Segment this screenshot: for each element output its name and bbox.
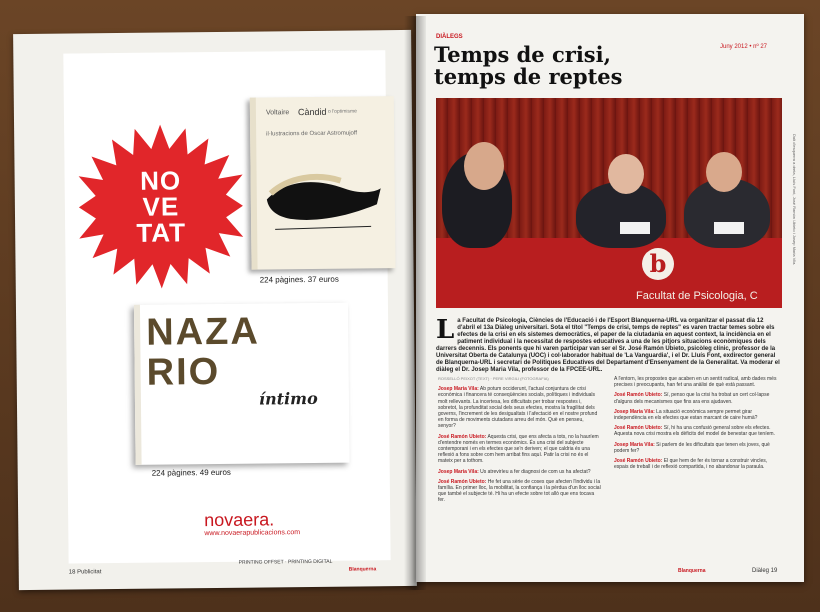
book1-illustrator: il·lustracions de Oscar Astromujoff: [266, 130, 358, 138]
article-intro: [436, 315, 782, 374]
person-left-head: [464, 142, 504, 190]
novaera-logo: novaera.: [204, 509, 275, 531]
paragraph: [614, 425, 782, 437]
name-card-right: [714, 222, 744, 234]
right-page-footer: Diàleg 19: [752, 568, 778, 574]
paragraph-text: La situació econòmica sempre permet girar independència en els efectes que estan marcant de caire humà?: [614, 408, 758, 422]
paragraph-text: He fet una sèrie de coses que afecten l'individu i la família. En primer lloc, la mobilitat, la confiança i la pèrdua d'un lloc social que també el subjecte té. Hi ha un efecte sobre tot allò que ens tocava fer.: [438, 478, 601, 504]
speaker: José Ramón Ubieto:: [438, 433, 487, 440]
drop-cap: L: [436, 315, 455, 345]
paragraph: [438, 434, 602, 465]
left-magazine-page: [13, 30, 417, 590]
paragraph-text: Si parlem de les dificultats que tenen els joves, què podem fer?: [614, 441, 770, 454]
paragraph-text: Us atreviríeu a fer diagnosi de com us ha afectat?: [480, 468, 591, 475]
speaker: Josep Maria Vila:: [438, 386, 479, 393]
burst-label: [78, 124, 244, 290]
paragraph: [438, 386, 602, 429]
speaker: José Ramón Ubieto:: [614, 458, 663, 465]
book1-author: Voltaire: [265, 109, 290, 117]
burst-line-2: VE: [142, 191, 180, 222]
paragraph-text: A l'entorn, les propostes que acaben en un sentit radical, amb dades més precises i preocupants, han fet una anàlisi de què està passant.: [614, 376, 777, 389]
left-page-footer: 18 Publicitat: [68, 569, 102, 576]
book2-price: 224 pàgines. 49 euros: [151, 467, 231, 478]
book-cover-nazario: [134, 303, 350, 465]
right-footer-magazine: Blanquerna: [678, 568, 706, 574]
speaker: José Ramón Ubieto:: [614, 425, 663, 432]
nazario-subtitle: íntimo: [258, 388, 318, 409]
issue-label: Juny 2012 • nº 27: [720, 44, 767, 50]
photo-caption-vertical: Dalt d'esquerra a dreta, Lluís Font, José Ramón Ubieto i Josep Maria Vila.: [792, 134, 797, 266]
book-cover-candid: [250, 96, 396, 269]
section-tag: DIÀLEGS: [436, 34, 463, 40]
person-right-head: [706, 152, 742, 192]
paragraph: [614, 409, 782, 421]
paragraph-text: Sí, penso que la crisi ha trobat un cert col·lapse d'alguns dels mecanismes que fins ara ens ajudaven.: [614, 392, 770, 405]
paragraph-text: El que hem de fer és tornar a construir vincles, espais de treball i de reflexió compartida, i no abandonar la paraula.: [614, 458, 768, 471]
novaera-url: www.novaerapublicacions.com: [204, 529, 301, 538]
printer-logo: PRINTING OFFSET · PRINTING DIGITAL: [238, 558, 333, 566]
article-credits: ROSSELLÓ PEIXOT (TEXT) · PERE VIRGILI (FOTOGRAFIA): [438, 376, 549, 381]
nazario-title: [146, 312, 260, 393]
article-headline: [434, 44, 694, 88]
book1-subtitle: o l'optimisme: [327, 108, 357, 115]
article-column-right: [614, 376, 782, 572]
burst-line-1: NO: [139, 165, 182, 196]
name-card-center: [620, 222, 650, 234]
speaker: José Ramón Ubieto:: [614, 392, 663, 399]
paragraph: [438, 469, 602, 475]
book1-title: Càndid: [297, 106, 327, 118]
left-footer-magazine: Blanquerna: [348, 566, 377, 573]
burst-line-3: TAT: [136, 217, 187, 248]
nazario-title-line2: RIO: [146, 350, 221, 394]
speaker: José Ramón Ubieto:: [438, 478, 487, 485]
paragraph-text: Aquesta crisi, que ens afecta a tots, no la hauríem d'entendre només en termes econòmics. És una crisi del subjecte contemporani i en els efectes que se'n deriven; el que caldria és una reflexió a fons sobre com hem arribat fins aquí. Patir la crisi no és el mateix per a tothom.: [438, 433, 599, 465]
paragraph-text: Sí, hi ha una confusió general sobre els efectes. Aquesta nova crisi mostra els dèficits del model de benestar que teníem.: [614, 425, 775, 438]
headline-line2: temps de reptes: [434, 64, 623, 89]
intro-text: a Facultat de Psicologia, Ciències de l'Educació i de l'Esport Blanquerna-URL va organitzar el passat dia 12 d'abril el 13a Diàleg universitari. Sota el títol "Temps de crisi, temps de reptes" es varen tractar temes sobre els efectes de la crisi en els sistemes democràtics, el paper de la ciutadania en aquest context, la incidència en el patiment individual i la necessitat de respostes educatives a una de les pitjors situacions econòmiques dels darrers decennis. Els ponents que hi varen participar van ser el Sr. José Ramón Ubieto, psicòleg clínic, professor de la Universitat Oberta de Catalunya (UOC) i col·laborador habitual de 'La Vanguardia', i el Dr. Lluís Font, exdirector general de Blanquerna-URL i secretari de Polítiques Educatives del Departament d'Ensenyament de la Generalitat. Va moderar el diàleg el Dr. Josep Maria Vila, professor de la FPCEE-URL.: [436, 318, 780, 373]
book1-price: 224 pàgines. 37 euros: [259, 274, 339, 285]
headline-line1: Temps de crisi,: [434, 42, 611, 67]
speaker: Josep Maria Vila:: [614, 408, 655, 415]
person-center-head: [608, 154, 644, 194]
paragraph: [614, 392, 782, 404]
paragraph: [614, 376, 782, 388]
speaker: Josep Maria Vila:: [614, 441, 655, 448]
panel-photo: [436, 98, 782, 308]
blanquerna-logo: b: [642, 248, 674, 280]
speaker: Josep Maria Vila:: [438, 468, 479, 475]
paragraph: [614, 458, 782, 470]
nazario-title-line1: NAZA: [146, 310, 260, 354]
faculty-sign: Facultat de Psicologia, C: [636, 290, 758, 302]
burst-label-box: [78, 124, 244, 290]
book1-ink-illustration: [264, 158, 383, 239]
right-magazine-page: [416, 14, 804, 582]
article-column-left: [438, 376, 602, 572]
paragraph-text: Ab potum occiderunt, l'actual conjuntura de crisi econòmica i financera té conseqüències socials, polítiques i individuals molt rellevants. La incertesa, les dificultats per trobar respostes i, sobretot, la profunditat social dels seus efectes, mostra la fragilitat dels governs, l'increment de les desigualtats i l'afectació en el nostre profund en forma de moviments ciutadans arreu del món. Què en penseu, senyor?: [438, 386, 598, 430]
paragraph: [438, 479, 602, 504]
paragraph: [614, 442, 782, 454]
